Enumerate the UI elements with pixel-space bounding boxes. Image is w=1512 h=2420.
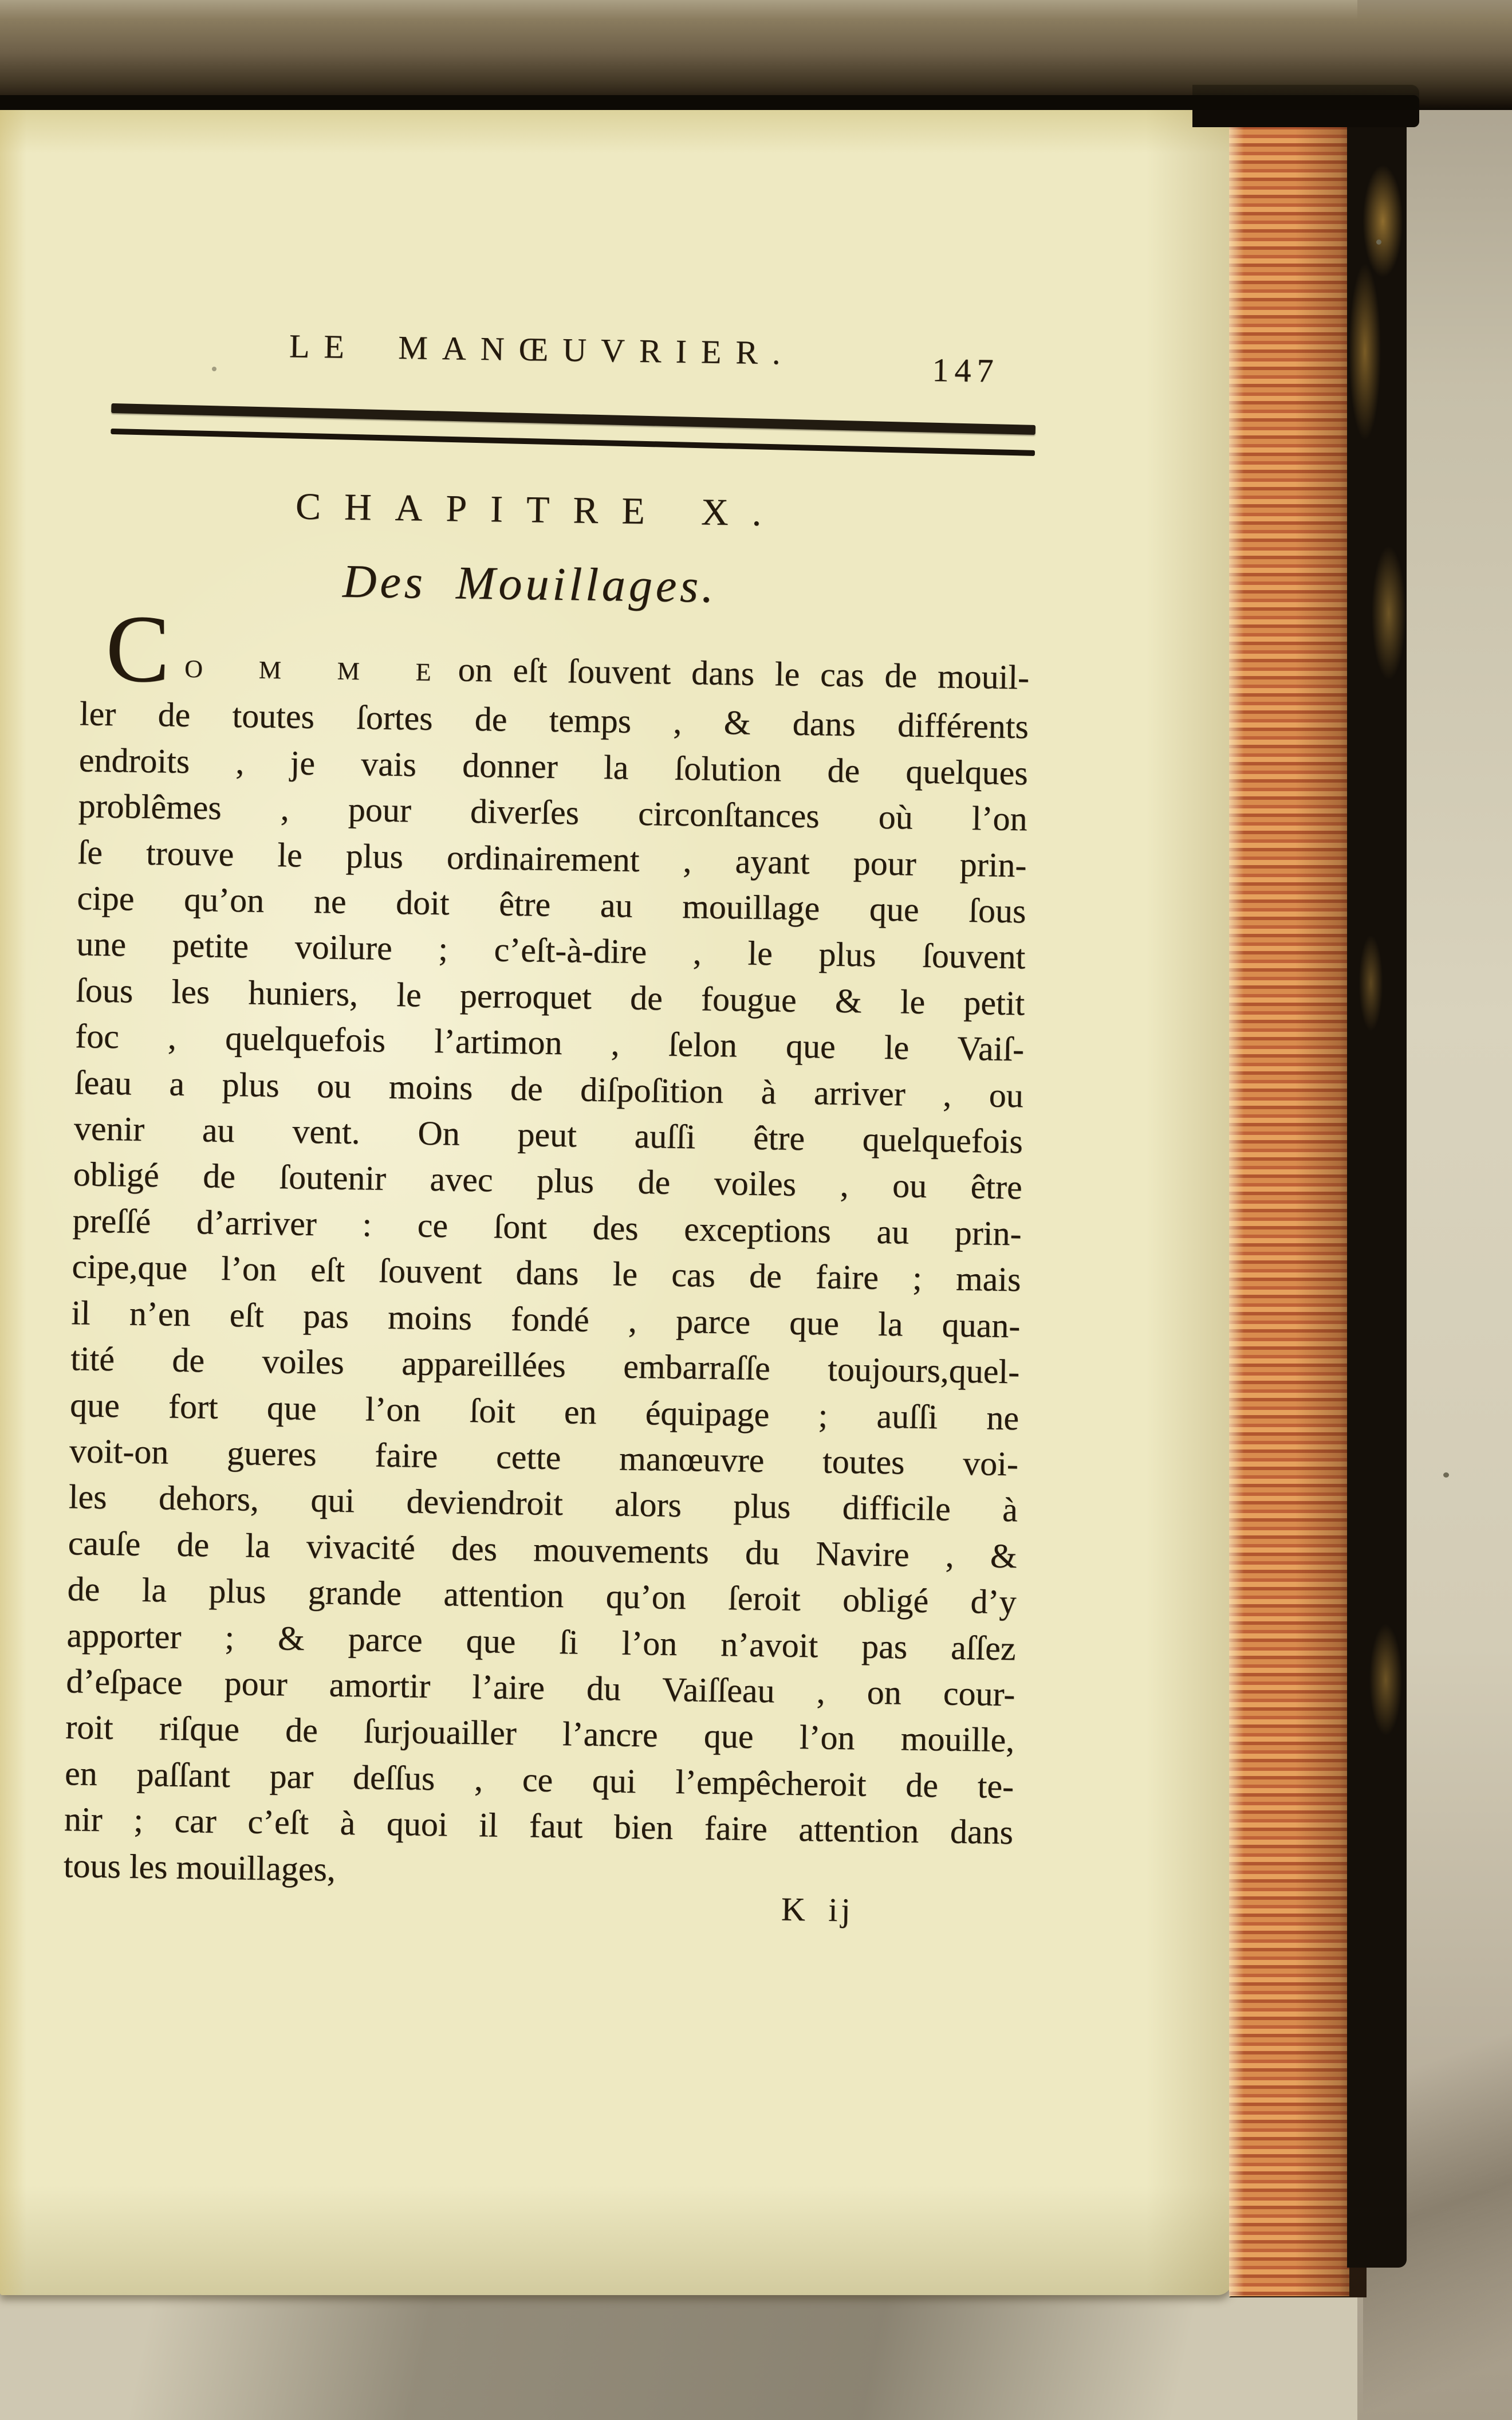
text-line: cauſe de la vivacité des mouvements du Navire , & (68, 1523, 1018, 1575)
text-line: tous les mouillages, (63, 1846, 336, 1888)
text-line: apporter ; & parce que ſi l’on n’avoit pas aſſez (66, 1616, 1016, 1667)
text-line: ſous les huniers, le perroquet de fougue & le petit (75, 971, 1025, 1023)
section-rule (111, 403, 1035, 456)
text-line: une petite voilure ; c’eſt-à-dire , le plus ſouvent (76, 925, 1026, 976)
paragraph (63, 595, 1030, 1902)
chapter-subtitle: Des Mouillages. (342, 555, 718, 612)
page-number: 147 (932, 351, 999, 390)
running-header-title: LE MANŒUVRIER. (289, 327, 796, 372)
text-line: ſeau a plus ou moins de diſpoſition à arriver , ou (74, 1063, 1024, 1114)
text-line: venir au vent. On peut auſſi être quelquefois (73, 1109, 1023, 1161)
section-rule-lower (111, 429, 1035, 456)
scan-speck (1376, 239, 1381, 245)
text-line: problêmes , pour diverſes circonſtances où l’on (78, 787, 1028, 838)
text-line: tité de voiles appareillées embarraſſe toujours,quel- (70, 1339, 1020, 1391)
section-rule-upper (111, 403, 1035, 435)
signature-mark: K ij (781, 1890, 855, 1929)
spaced-caps-run: O M M E (184, 654, 450, 687)
drop-cap-initial: C (105, 595, 171, 703)
text-line: d’eſpace pour amortir l’aire du Vaiſſeau , on cour- (65, 1661, 1015, 1714)
text-line: que fort que l’on ſoit en équipage ; auſſi ne (69, 1385, 1019, 1437)
text-line: il n’en eſt pas moins fondé , parce que la quan- (70, 1293, 1021, 1345)
text-line: les dehors, qui deviendroit alors plus difficile à (68, 1478, 1018, 1529)
text-line: roit riſque de ſurjouailler l’ancre que l’on mouille, (65, 1708, 1015, 1759)
text-line: endroits , je vais donner la ſolution de quelques (78, 741, 1029, 792)
scan-speck (1443, 1472, 1449, 1478)
text-line: en paſſant par deſſus , ce qui l’empêcheroit de te- (64, 1754, 1014, 1805)
text-line: ſe trouve le plus ordinairement , ayant pour prin- (77, 832, 1027, 884)
text-line: voit-on gueres faire cette manœuvre toutes voi- (69, 1431, 1019, 1483)
text-line: cipe qu’on ne doit être au mouillage que ſous (77, 879, 1026, 930)
text-line: cipe,que l’on eſt ſouvent dans le cas de faire ; mais (72, 1247, 1021, 1299)
text-line: nir ; car c’eſt à quoi il faut bien faire attention dans (64, 1800, 1014, 1852)
text-line: de la plus grande attention qu’on ſeroit obligé d’y (67, 1570, 1017, 1621)
text-line: preſſé d’arriver : ce ſont des exceptions au prin- (72, 1201, 1022, 1253)
scan-speck (212, 367, 216, 371)
text-line: ler de toutes ſortes de temps , & dans différents (79, 694, 1029, 746)
chapter-heading: CHAPITRE X. (295, 485, 785, 535)
text-line: foc , quelquefois l’artimon , ſelon que le Vaiſ- (74, 1017, 1025, 1068)
text-line: C O M M E on eſt ſouvent dans le cas de mouil- (105, 595, 1030, 703)
text-line: obligé de ſoutenir avec plus de voiles , ou être (73, 1155, 1023, 1207)
